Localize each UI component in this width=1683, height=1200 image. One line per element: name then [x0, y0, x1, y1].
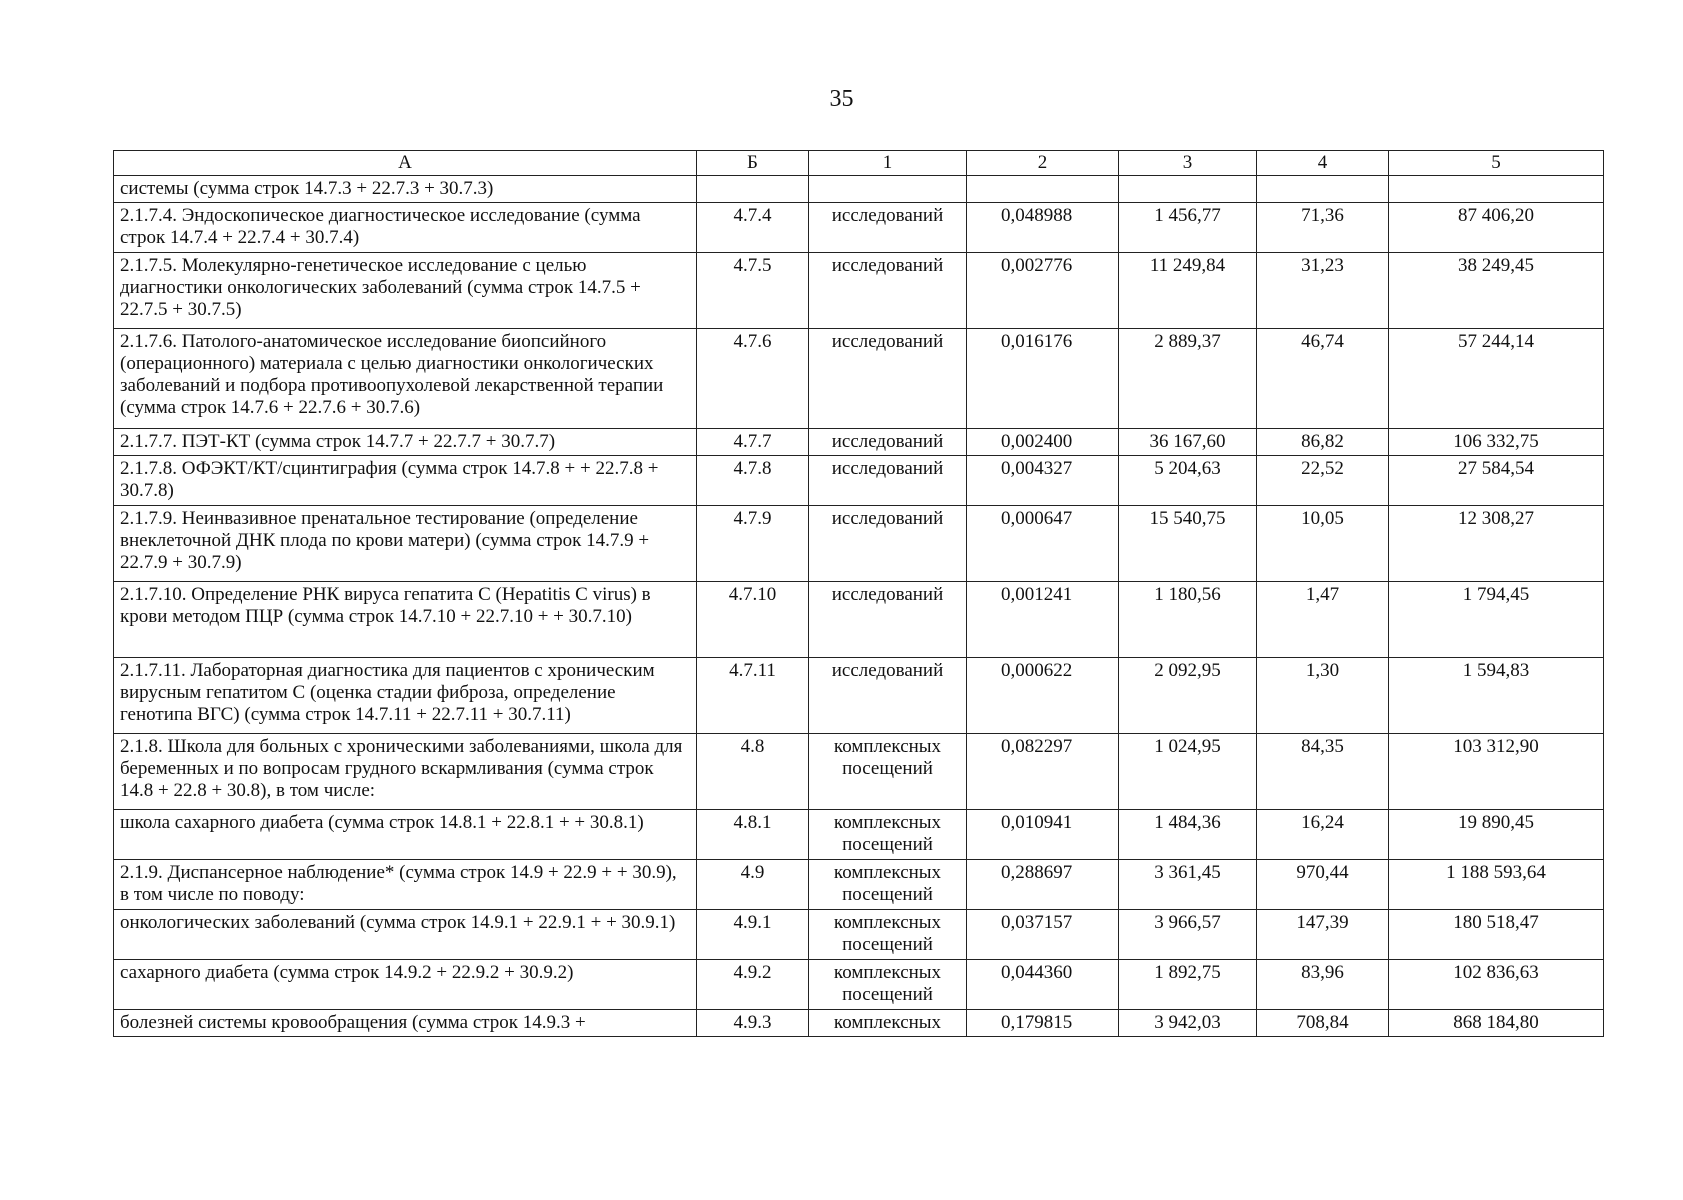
table-row	[114, 960, 1604, 1010]
cell-value: 970,44	[1257, 860, 1389, 910]
cell-name: 2.1.7.11. Лабораторная диагностика для пациентов с хроническим вирусным гепатитом С (оценка стадии фиброза, определение генотипа ВГС) (сумма строк 14.7.11 + 22.7.11 + 30.7.11)	[114, 658, 697, 734]
cell-value: 1 180,56	[1119, 582, 1257, 658]
cell-value: 3 966,57	[1119, 910, 1257, 960]
cell-code: 4.7.11	[697, 658, 809, 734]
cell-value: 0,044360	[967, 960, 1119, 1010]
cell-value: 102 836,63	[1389, 960, 1604, 1010]
table-row	[114, 734, 1604, 810]
cell-unit: исследований	[809, 582, 967, 658]
cell-value: 103 312,90	[1389, 734, 1604, 810]
cell-name: болезней системы кровообращения (сумма строк 14.9.3 +	[114, 1010, 697, 1037]
cell-value: 0,004327	[967, 456, 1119, 506]
cell-value: 36 167,60	[1119, 429, 1257, 456]
cell-value: 2 092,95	[1119, 658, 1257, 734]
cell-value: 1 892,75	[1119, 960, 1257, 1010]
cell-unit: исследований	[809, 329, 967, 429]
cell-name: 2.1.9. Диспансерное наблюдение* (сумма строк 14.9 + 22.9 + + 30.9), в том числе по поводу:	[114, 860, 697, 910]
cell-value: 0,037157	[967, 910, 1119, 960]
cell-value: 86,82	[1257, 429, 1389, 456]
cell-value: 1,47	[1257, 582, 1389, 658]
cell-value: 1 594,83	[1389, 658, 1604, 734]
cell-unit: комплексных	[809, 1010, 967, 1037]
cell-value: 0,000622	[967, 658, 1119, 734]
cell-value	[1389, 176, 1604, 203]
cell-value: 0,002400	[967, 429, 1119, 456]
table-row	[114, 860, 1604, 910]
cell-value: 0,000647	[967, 506, 1119, 582]
cell-code: 4.7.6	[697, 329, 809, 429]
table-row	[114, 582, 1604, 658]
table-row	[114, 810, 1604, 860]
cell-unit: комплексных посещений	[809, 860, 967, 910]
cell-value: 0,082297	[967, 734, 1119, 810]
table-row	[114, 456, 1604, 506]
cell-value: 1,30	[1257, 658, 1389, 734]
cell-value: 87 406,20	[1389, 203, 1604, 253]
cell-unit	[809, 176, 967, 203]
cell-name: системы (сумма строк 14.7.3 + 22.7.3 + 30.7.3)	[114, 176, 697, 203]
cell-value: 0,016176	[967, 329, 1119, 429]
cell-value: 83,96	[1257, 960, 1389, 1010]
column-header: 3	[1119, 151, 1257, 176]
cell-value: 3 361,45	[1119, 860, 1257, 910]
cell-value: 180 518,47	[1389, 910, 1604, 960]
cell-code: 4.7.5	[697, 253, 809, 329]
cell-value: 147,39	[1257, 910, 1389, 960]
cell-value: 11 249,84	[1119, 253, 1257, 329]
cell-value: 0,002776	[967, 253, 1119, 329]
cell-unit: комплексных посещений	[809, 734, 967, 810]
data-table	[113, 150, 1604, 1037]
cell-value: 84,35	[1257, 734, 1389, 810]
cell-value: 5 204,63	[1119, 456, 1257, 506]
cell-value: 3 942,03	[1119, 1010, 1257, 1037]
cell-unit: исследований	[809, 253, 967, 329]
cell-value	[967, 176, 1119, 203]
table-row	[114, 329, 1604, 429]
cell-code: 4.7.9	[697, 506, 809, 582]
cell-name: 2.1.7.4. Эндоскопическое диагностическое исследование (сумма строк 14.7.4 + 22.7.4 + 30.7.4)	[114, 203, 697, 253]
cell-unit: исследований	[809, 658, 967, 734]
cell-value: 0,001241	[967, 582, 1119, 658]
cell-value: 57 244,14	[1389, 329, 1604, 429]
cell-value: 12 308,27	[1389, 506, 1604, 582]
cell-unit: исследований	[809, 203, 967, 253]
cell-code: 4.7.4	[697, 203, 809, 253]
cell-value: 0,048988	[967, 203, 1119, 253]
table-header-row	[114, 151, 1604, 176]
cell-value	[1119, 176, 1257, 203]
cell-code: 4.9.1	[697, 910, 809, 960]
cell-name: онкологических заболеваний (сумма строк 14.9.1 + 22.9.1 + + 30.9.1)	[114, 910, 697, 960]
cell-code: 4.9.2	[697, 960, 809, 1010]
cell-value: 106 332,75	[1389, 429, 1604, 456]
cell-code: 4.8.1	[697, 810, 809, 860]
cell-value: 16,24	[1257, 810, 1389, 860]
table-row	[114, 429, 1604, 456]
cell-code: 4.7.7	[697, 429, 809, 456]
cell-code	[697, 176, 809, 203]
table-row	[114, 658, 1604, 734]
cell-value: 31,23	[1257, 253, 1389, 329]
cell-value: 868 184,80	[1389, 1010, 1604, 1037]
column-header: 1	[809, 151, 967, 176]
cell-unit: комплексных посещений	[809, 960, 967, 1010]
cell-value: 22,52	[1257, 456, 1389, 506]
cell-code: 4.7.10	[697, 582, 809, 658]
cell-code: 4.8	[697, 734, 809, 810]
table-row	[114, 203, 1604, 253]
table-row	[114, 176, 1604, 203]
cell-name: сахарного диабета (сумма строк 14.9.2 + 22.9.2 + 30.9.2)	[114, 960, 697, 1010]
table-row	[114, 910, 1604, 960]
cell-code: 4.9.3	[697, 1010, 809, 1037]
cell-name: школа сахарного диабета (сумма строк 14.8.1 + 22.8.1 + + 30.8.1)	[114, 810, 697, 860]
cell-value: 1 024,95	[1119, 734, 1257, 810]
cell-code: 4.9	[697, 860, 809, 910]
cell-name: 2.1.7.6. Патолого-анатомическое исследование биопсийного (операционного) материала с целью диагностики онкологических заболеваний и подбора противоопухолевой лекарственной терапии (сумма строк 14.7.6 + 22.7.6 + 30.7.6)	[114, 329, 697, 429]
cell-value: 708,84	[1257, 1010, 1389, 1037]
cell-value: 38 249,45	[1389, 253, 1604, 329]
column-header: Б	[697, 151, 809, 176]
cell-value: 2 889,37	[1119, 329, 1257, 429]
cell-unit: комплексных посещений	[809, 810, 967, 860]
cell-name: 2.1.7.10. Определение РНК вируса гепатита С (Hepatitis C virus) в крови методом ПЦР (сумма строк 14.7.10 + 22.7.10 + + 30.7.10)	[114, 582, 697, 658]
table-row	[114, 1010, 1604, 1037]
cell-value: 1 456,77	[1119, 203, 1257, 253]
cell-value: 71,36	[1257, 203, 1389, 253]
cell-value: 0,010941	[967, 810, 1119, 860]
cell-code: 4.7.8	[697, 456, 809, 506]
cell-value	[1257, 176, 1389, 203]
cell-value: 46,74	[1257, 329, 1389, 429]
cell-name: 2.1.8. Школа для больных с хроническими заболеваниями, школа для беременных и по вопросам грудного вскармливания (сумма строк 14.8 + 22.8 + 30.8), в том числе:	[114, 734, 697, 810]
cell-value: 27 584,54	[1389, 456, 1604, 506]
page-number: 35	[829, 86, 854, 112]
cell-unit: исследований	[809, 429, 967, 456]
cell-value: 1 794,45	[1389, 582, 1604, 658]
cell-value: 15 540,75	[1119, 506, 1257, 582]
table-row	[114, 506, 1604, 582]
cell-unit: комплексных посещений	[809, 910, 967, 960]
cell-name: 2.1.7.9. Неинвазивное пренатальное тестирование (определение внеклеточной ДНК плода по крови матери) (сумма строк 14.7.9 + 22.7.9 + 30.7.9)	[114, 506, 697, 582]
column-header: 5	[1389, 151, 1604, 176]
cell-value: 0,179815	[967, 1010, 1119, 1037]
cell-value: 10,05	[1257, 506, 1389, 582]
cell-name: 2.1.7.7. ПЭТ-КТ (сумма строк 14.7.7 + 22.7.7 + 30.7.7)	[114, 429, 697, 456]
column-header: 2	[967, 151, 1119, 176]
table-row	[114, 253, 1604, 329]
cell-unit: исследований	[809, 456, 967, 506]
cell-unit: исследований	[809, 506, 967, 582]
cell-value: 19 890,45	[1389, 810, 1604, 860]
column-header: 4	[1257, 151, 1389, 176]
cell-value: 1 484,36	[1119, 810, 1257, 860]
cell-name: 2.1.7.8. ОФЭКТ/КТ/сцинтиграфия (сумма строк 14.7.8 + + 22.7.8 + 30.7.8)	[114, 456, 697, 506]
cell-value: 1 188 593,64	[1389, 860, 1604, 910]
cell-name: 2.1.7.5. Молекулярно-генетическое исследование с целью диагностики онкологических заболеваний (сумма строк 14.7.5 + 22.7.5 + 30.7.5)	[114, 253, 697, 329]
cell-value: 0,288697	[967, 860, 1119, 910]
column-header: А	[114, 151, 697, 176]
